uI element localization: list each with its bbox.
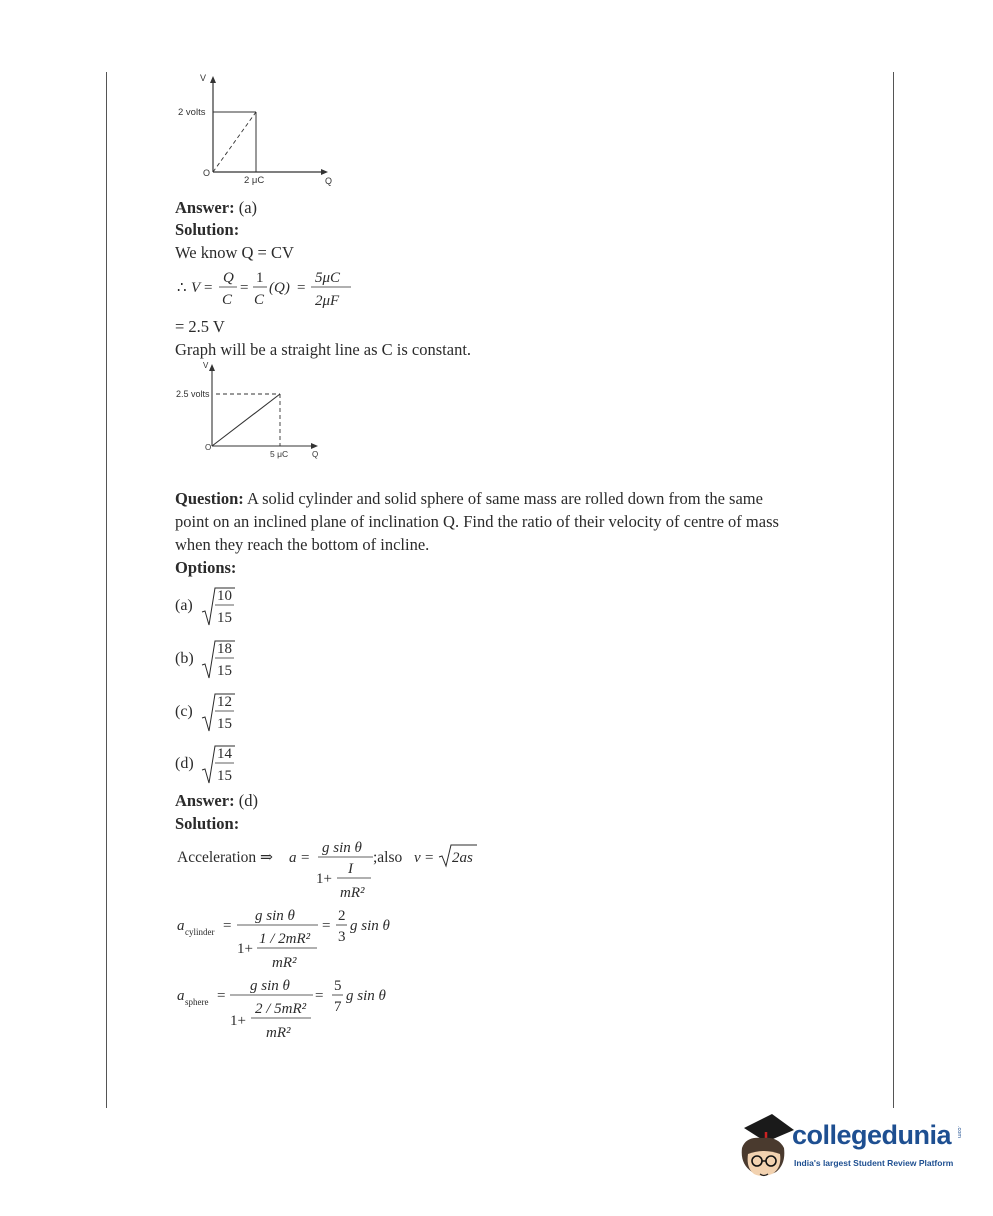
sph-tail: g sin θ	[346, 988, 386, 1004]
svg-text:=: =	[322, 918, 331, 934]
svg-text:=: =	[223, 918, 232, 934]
graph2-origin: O	[205, 443, 212, 452]
a-cylinder-sub: cylinder	[185, 927, 215, 937]
x-axis-arrow	[311, 443, 318, 449]
option-c	[175, 688, 245, 734]
sph-coef-num: 5	[334, 978, 342, 994]
eq-paren-q: (Q)	[269, 280, 290, 296]
y-axis-arrow	[209, 364, 215, 371]
graph-vq-2-5volts	[172, 360, 332, 460]
also-word: ;also	[373, 849, 403, 866]
cyl-inner: 1 / 2mR²	[259, 931, 311, 947]
graph2-q-label: Q	[312, 450, 319, 459]
a-sphere-sub: sphere	[185, 997, 209, 1007]
svg-text:=: =	[301, 850, 310, 866]
eq-frac2-num: 1	[256, 270, 264, 286]
question-label: Question:	[175, 489, 244, 508]
eq-frac1-num: Q	[223, 270, 234, 286]
cyl-coef-num: 2	[338, 908, 346, 924]
option-key: (a)	[175, 597, 193, 614]
answer-label: Answer:	[175, 791, 235, 810]
equation-a-cylinder	[177, 905, 417, 973]
acceleration-word: Acceleration ⇒	[177, 849, 274, 866]
svg-text:=: =	[297, 280, 306, 296]
accel-one-plus: 1+	[316, 871, 332, 887]
graph1-q-label: Q	[325, 176, 333, 186]
cyl-num: g sin θ	[255, 908, 295, 924]
equation-voltage	[175, 265, 365, 313]
cyl-coef-den: 3	[338, 929, 346, 945]
solution-2-label: Solution:	[175, 814, 240, 833]
eq-frac2-den: C	[254, 292, 265, 308]
sph-num: g sin θ	[250, 978, 290, 994]
brand-suffix: .com	[956, 1126, 962, 1138]
option-den: 15	[217, 768, 232, 784]
accel-num: g sin θ	[322, 840, 362, 856]
question-line-3: when they reach the bottom of incline.	[175, 535, 430, 554]
sph-mr2: mR²	[266, 1025, 291, 1041]
eq-v: v	[414, 850, 421, 866]
graph1-x-value: 2 μC	[244, 175, 265, 186]
option-key: (c)	[175, 703, 193, 720]
solution-1-label: Solution:	[175, 220, 240, 239]
brand-tagline: India's largest Student Review Platform	[794, 1158, 954, 1168]
sph-one-plus: 1+	[230, 1013, 246, 1029]
brand-name: collegedunia	[792, 1120, 952, 1150]
question-line-1	[175, 488, 763, 510]
option-num: 10	[217, 588, 232, 604]
option-key: (b)	[175, 650, 194, 667]
option-num: 12	[217, 694, 232, 710]
option-a	[175, 582, 245, 628]
therefore-symbol: ∴	[177, 280, 187, 296]
collegedunia-logo	[736, 1108, 966, 1183]
accel-i: I	[348, 861, 353, 877]
eq-frac3-den: 2μF	[315, 293, 340, 309]
question-text-1: A solid cylinder and solid sphere of same mass are rolled down from the same	[246, 489, 763, 508]
dashed-diagonal	[213, 112, 256, 172]
eq-frac3-num: 5μC	[315, 270, 341, 286]
straight-line	[212, 394, 280, 446]
graph2-x-value: 5 μC	[270, 449, 289, 459]
graph-vq-2volts	[170, 70, 340, 188]
option-den: 15	[217, 610, 232, 626]
options-label: Options:	[175, 558, 237, 577]
left-margin-line	[106, 72, 107, 1108]
solution-1-result: = 2.5 V	[175, 317, 225, 336]
graph1-origin: O	[203, 168, 211, 178]
svg-text:=: =	[204, 280, 213, 296]
solution-1-note: Graph will be a straight line as C is constant.	[175, 340, 472, 359]
x-axis-arrow	[321, 169, 328, 175]
sph-inner: 2 / 5mR²	[255, 1001, 307, 1017]
answer-1	[175, 197, 257, 219]
eq-a: a	[289, 850, 297, 866]
option-den: 15	[217, 716, 232, 732]
eq-frac1-den: C	[222, 292, 233, 308]
option-den: 15	[217, 663, 232, 679]
answer-2	[175, 790, 258, 812]
sph-coef-den: 7	[334, 999, 342, 1015]
svg-text:=: =	[217, 988, 226, 1004]
answer-value: (d)	[238, 791, 258, 810]
svg-text:=: =	[315, 988, 324, 1004]
option-b	[175, 635, 245, 681]
graph2-y-value: 2.5 volts	[176, 389, 210, 399]
svg-text:a: a	[177, 988, 185, 1004]
svg-text:=: =	[425, 850, 434, 866]
svg-text:a: a	[177, 918, 185, 934]
option-num: 14	[217, 746, 232, 762]
equation-acceleration	[177, 835, 497, 905]
option-d	[175, 740, 245, 786]
svg-text:=: =	[240, 280, 249, 296]
sqrt-arg: 2as	[452, 850, 473, 866]
mascot-icon	[736, 1108, 796, 1180]
eq-v: V	[191, 280, 201, 296]
question-line-2: point on an inclined plane of inclination Q. Find the ratio of their velocity of centre of mass	[175, 512, 779, 531]
solution-1-known: We know Q = CV	[175, 243, 294, 262]
answer-label: Answer:	[175, 198, 235, 217]
right-margin-line	[893, 72, 894, 1108]
cyl-mr2: mR²	[272, 955, 297, 971]
equation-a-sphere	[177, 975, 417, 1043]
graph1-v-label: V	[200, 73, 207, 83]
graph2-v-label: V	[203, 361, 209, 370]
cyl-tail: g sin θ	[350, 918, 390, 934]
answer-value: (a)	[238, 198, 258, 217]
cyl-one-plus: 1+	[237, 941, 253, 957]
accel-mr2: mR²	[340, 885, 365, 901]
option-num: 18	[217, 641, 232, 657]
graph1-y-value: 2 volts	[178, 107, 206, 118]
option-key: (d)	[175, 755, 194, 772]
y-axis-arrow	[210, 76, 216, 83]
